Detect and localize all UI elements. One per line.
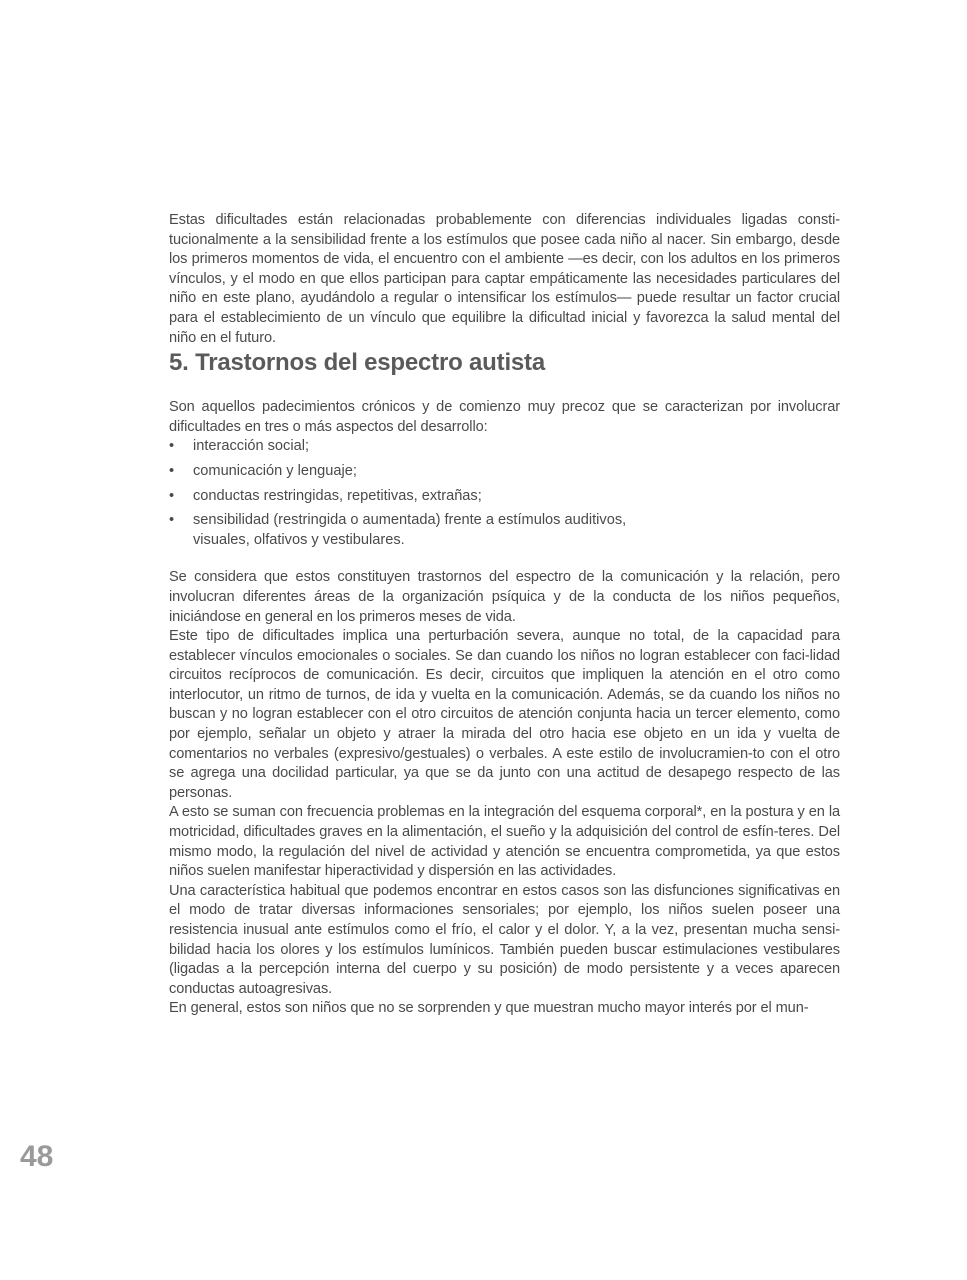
list-item	[169, 511, 663, 550]
page-content	[169, 211, 840, 1019]
paragraph-general: En general, estos son niños que no se sorprenden y que muestran mucho mayor interés por el mun-	[169, 1000, 809, 1017]
section-heading: 5. Trastornos del espectro autista	[169, 349, 545, 377]
list-item-text: sensibilidad (restringida o aumentada) frente a estímulos auditivos, visuales, olfativos y vestibulares.	[193, 512, 627, 548]
bullet-icon: •	[169, 512, 175, 529]
list-item-text: comunicación y lenguaje;	[193, 462, 357, 479]
list-item	[169, 487, 840, 507]
paragraph-bond-difficulties: Este tipo de dificultades implica una perturbación severa, aunque no total, de la capacidad para establecer vínculos emocionales o sociales. Se dan cuando los niños no logran establecer con faci-lidad circuitos recíprocos de comunicación. Es decir, circuitos que impliquen la atención en el otro como interlocutor, un ritmo de turnos, de ida y vuelta en la comunicación. Además, se da cuando los niños no buscan y no logran establecer con el otro circuitos de atención conjunta hacia un tercer elemento, como por ejemplo, señalar un objeto y atraer la mirada del otro hacia ese objeto en un ida y vuelta de comentarios no verbales (expresivo/gestuales) o verbales. A este estilo de involucramien-to con el otro se agrega una docilidad particular, ya que se da junto con una actitud de desapego respecto de las personas.	[169, 628, 840, 801]
page-number: 48	[20, 1140, 54, 1173]
list-item-text: interacción social;	[193, 438, 309, 455]
paragraph-body-schema: A esto se suman con frecuencia problemas en la integración del esquema corporal*, en la postura y en la motricidad, dificultades graves en la alimentación, el sueño y la adquisición del control de esfín-teres. Del mismo modo, la regulación del nivel de actividad y atención se encuentra comprometida, ya que estos niños suelen manifestar hiperactividad y dispersión en las actividades.	[169, 804, 840, 880]
bullet-icon: •	[169, 462, 175, 479]
list-item	[169, 437, 840, 457]
paragraph-sensory: Una característica habitual que podemos encontrar en estos casos son las disfunciones significativas en el modo de tratar diversas informaciones sensoriales; por ejemplo, los niños suelen poseer una resistencia inusual ante estímulos como el frío, el calor y el dolor. Y, a la vez, presentan mucha sensi-bilidad hacia los olores y los estímulos lumínicos. También pueden buscar estimulaciones vestibulares (ligadas a la percepción interna del cuerpo y su posición) de modo persistente y a veces aparecen conductas autoagresivas.	[169, 882, 840, 997]
bullet-icon: •	[169, 487, 175, 504]
bullet-list	[169, 437, 840, 550]
paragraph-intro-difficulties: Estas dificultades están relacionadas probablemente con diferencias individuales ligadas consti-tucionalmente a la sensibilidad frente a los estímulos que posee cada niño al nacer. Sin embargo, desde los primeros momentos de vida, el encuentro con el ambiente —es decir, con los adultos en los primeros vínculos, y el modo en que ellos participan para captar empáticamente las necesidades particulares del niño en este plano, ayudándolo a regular o intensificar los estímulos— puede resultar un factor crucial para el establecimiento de un vínculo que equilibre la dificultad inicial y favorezca la salud mental del niño en el futuro.	[169, 212, 840, 346]
list-item-text: conductas restringidas, repetitivas, extrañas;	[193, 487, 482, 504]
list-item	[169, 462, 840, 482]
section-intro-paragraph: Son aquellos padecimientos crónicos y de comienzo muy precoz que se caracterizan por involucrar dificultades en tres o más aspectos del desarrollo:	[169, 399, 840, 435]
paragraph-spectrum: Se considera que estos constituyen trastornos del espectro de la comunicación y la relación, pero involucran diferentes áreas de la organización psíquica y de la conducta de los niños pequeños, iniciándose en general en los primeros meses de vida.	[169, 569, 840, 625]
bullet-icon: •	[169, 438, 175, 455]
